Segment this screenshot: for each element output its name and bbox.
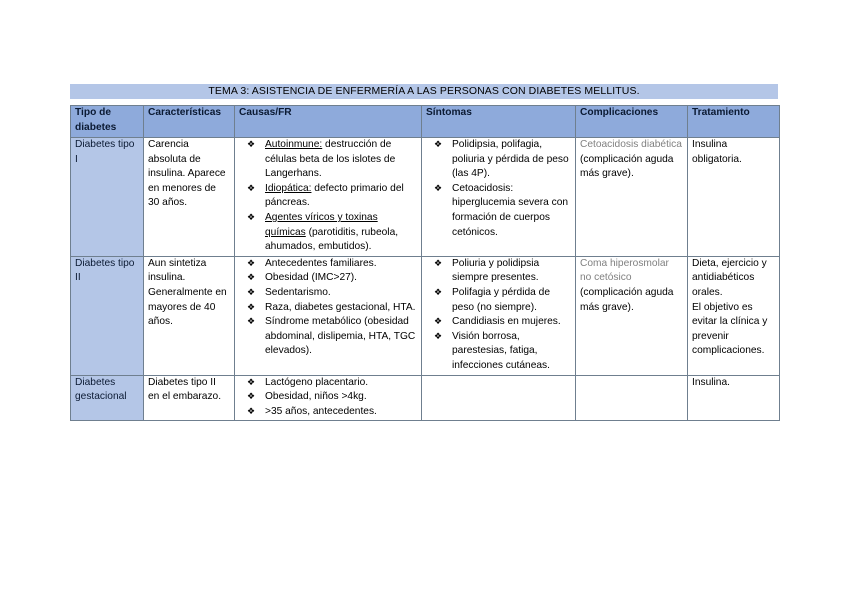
row-type: Diabetes tipo I (71, 138, 144, 257)
table-row (71, 375, 780, 421)
row-complicaciones (576, 256, 688, 375)
list-item: ❖ Obesidad, niños >4kg. (239, 390, 417, 405)
row-causas (235, 375, 422, 421)
row-tratamiento (688, 256, 780, 375)
list-item: ❖ Cetoacidosis: hiperglucemia severa con formación de cuerpos cetónicos. (426, 182, 571, 240)
header-complicaciones: Complicaciones (576, 106, 688, 138)
page-title: TEMA 3: ASISTENCIA DE ENFERMERÍA A LAS PERSONAS CON DIABETES MELLITUS. (70, 84, 778, 99)
list-item (239, 211, 417, 255)
row-tratamiento: Insulina. (688, 375, 780, 421)
list-item: ❖ Visión borrosa, parestesias, fatiga, infecciones cutáneas. (426, 330, 571, 374)
header-tratamiento: Tratamiento (688, 106, 780, 138)
row-type: Diabetes tipo II (71, 256, 144, 375)
row-caracteristicas: Carencia absoluta de insulina. Aparece en menores de 30 años. (144, 138, 235, 257)
list-item: ❖ Raza, diabetes gestacional, HTA. (239, 301, 417, 316)
list-item: ❖ Polifagia y pérdida de peso (no siempre). (426, 286, 571, 315)
cause-text: (parotiditis, rubeola, ahumados, embutidos). (265, 226, 399, 253)
header-tipo: Tipo de diabetes (71, 106, 144, 138)
row-tratamiento: Insulina obligatoria. (688, 138, 780, 257)
table-header-row (71, 106, 780, 138)
cause-text: defecto primario del páncreas. (265, 182, 404, 209)
row-sintomas (422, 375, 576, 421)
row-caracteristicas: Diabetes tipo II en el embarazo. (144, 375, 235, 421)
row-sintomas (422, 256, 576, 375)
cause-text: destrucción de células beta de los islotes de Langerhans. (265, 139, 396, 180)
table-row (71, 138, 780, 257)
row-causas (235, 138, 422, 257)
list-item: ❖ Polidipsia, polifagia, poliuria y pérdida de peso (las 4P). (426, 138, 571, 182)
treatment-line: Dieta, ejercicio y antidiabéticos orales. (692, 257, 767, 298)
list-item: ❖ Síndrome metabólico (obesidad abdominal, dislipemia, HTA, TGC elevados). (239, 315, 417, 359)
treatment-line: El objetivo es evitar la clínica y prevenir complicaciones. (692, 301, 768, 357)
row-type: Diabetes gestacional (71, 375, 144, 421)
list-item: ❖ >35 años, antecedentes. (239, 405, 417, 420)
header-caracteristicas: Características (144, 106, 235, 138)
header-sintomas: Síntomas (422, 106, 576, 138)
list-item (239, 182, 417, 211)
list-item: ❖ Candidiasis en mujeres. (426, 315, 571, 330)
complication-name: Cetoacidosis diabética (580, 139, 682, 150)
list-item: ❖ Lactógeno placentario. (239, 376, 417, 391)
complication-note: (complicación aguda más grave). (580, 153, 674, 180)
list-item: ❖ Poliuria y polidipsia siempre presentes. (426, 257, 571, 286)
cause-label: Agentes víricos y toxinas químicas (265, 211, 378, 238)
list-item (239, 138, 417, 182)
list-item: ❖ Sedentarismo. (239, 286, 417, 301)
row-causas (235, 256, 422, 375)
table-row (71, 256, 780, 375)
list-item: ❖ Obesidad (IMC>27). (239, 271, 417, 286)
diabetes-table (70, 105, 780, 421)
cause-label: Idiopática: (265, 182, 312, 194)
complication-note: (complicación aguda más grave). (580, 286, 674, 313)
complication-name: Coma hiperosmolar no cetósico (580, 257, 669, 284)
row-complicaciones (576, 138, 688, 257)
cause-label: Autoinmune: (265, 139, 323, 150)
row-caracteristicas: Aun sintetiza insulina. Generalmente en mayores de 40 años. (144, 256, 235, 375)
header-causas: Causas/FR (235, 106, 422, 138)
row-sintomas (422, 138, 576, 257)
row-complicaciones (576, 375, 688, 421)
list-item: ❖ Antecedentes familiares. (239, 257, 417, 272)
